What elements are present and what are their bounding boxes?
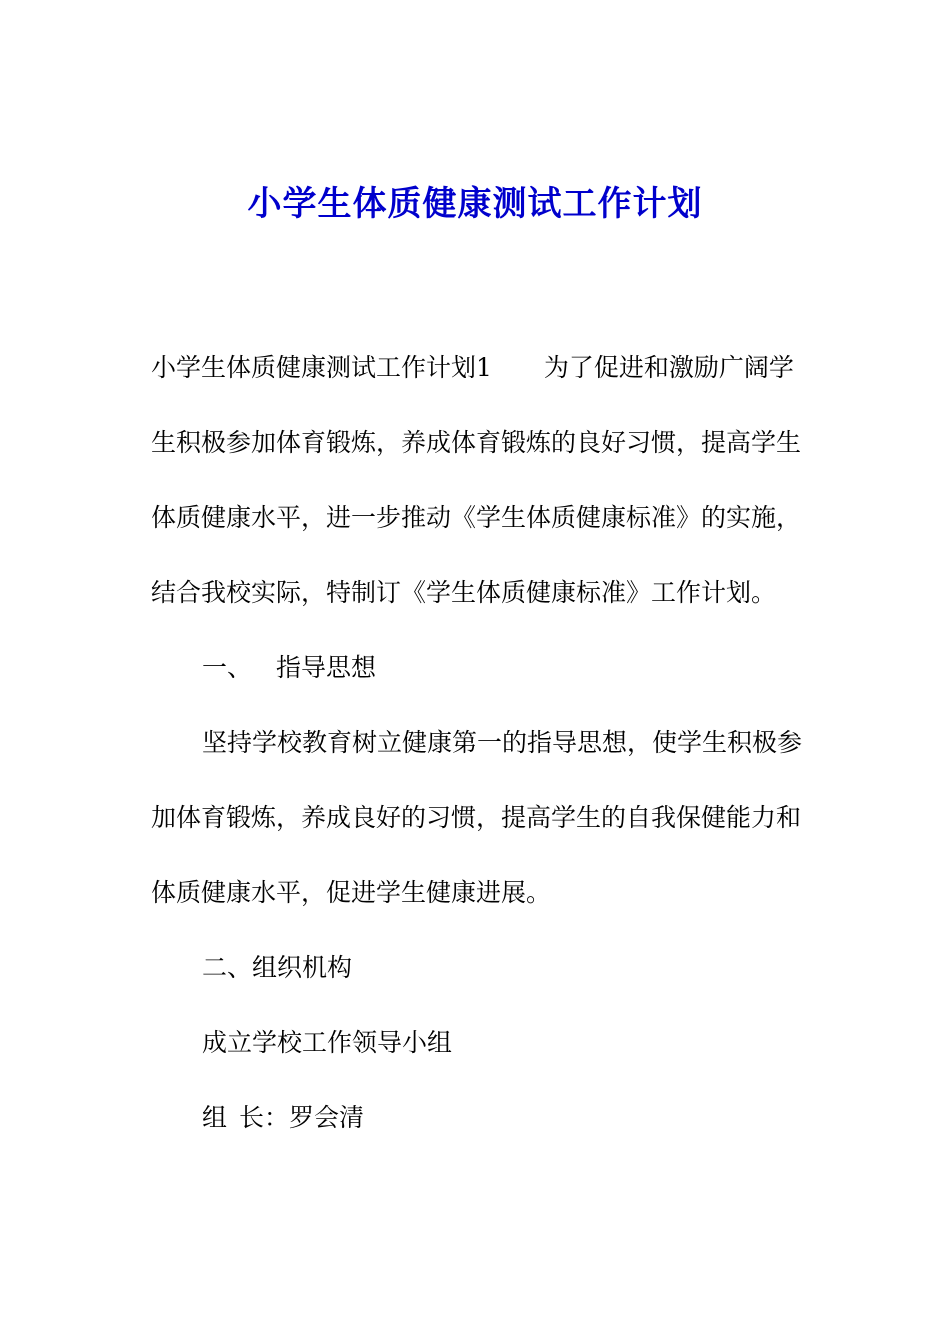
leader-name: 罗会清 [289, 1103, 365, 1132]
document-body [151, 330, 811, 1155]
intro-heading: 小学生体质健康测试工作计划1 [151, 353, 492, 382]
document-title: 小学生体质健康测试工作计划 [247, 184, 703, 224]
section1-heading [151, 630, 811, 705]
section1-title: 指导思想 [276, 653, 377, 682]
intro-paragraph [151, 330, 811, 630]
section1-number: 一、 [202, 653, 253, 682]
section1-paragraph: 坚持学校教育树立健康第一的指导思想，使学生积极参加体育锻炼，养成良好的习惯，提高学生的自我保健能力和体质健康水平，促进学生健康进展。 [151, 728, 803, 907]
leader-line [151, 1080, 811, 1155]
section2-paragraph: 成立学校工作领导小组 [202, 1028, 453, 1057]
leader-role-part2: 长： [239, 1103, 290, 1132]
leader-role-part1: 组 [202, 1103, 228, 1132]
intro-text: 为了促进和激励广阔学生积极参加体育锻炼，养成体育锻炼的良好习惯，提高学生体质健康水平，进一步推动《学生体质健康标准》的实施，结合我校实际，特制订《学生体质健康标准》工作计划。 [151, 353, 802, 607]
section2-heading: 二、组织机构 [202, 953, 353, 982]
